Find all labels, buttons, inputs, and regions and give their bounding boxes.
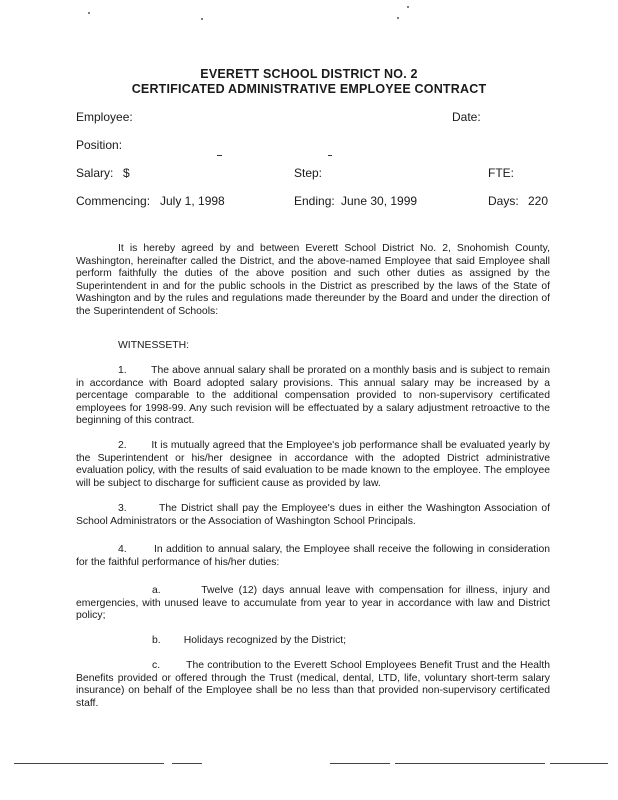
commencing-label: Commencing: [76,194,151,208]
witnesseth-heading: WITNESSETH: [118,340,190,351]
clause-4b: b. Holidays recognized by the District; [152,635,347,646]
clause-4c: c. The contribution to the Everett School Employees Benefit Trust and the Health Benefits provided or offered through the Trust (medical, dental, LTD, life, voluntary short-term salary insurance) on behalf of the Employee shall be no less than that provided non-supervisory certificated staff. [76,660,550,709]
employee-label: Employee: [76,110,133,124]
scan-speck [407,6,409,8]
ending-value: June 30, 1999 [341,194,418,208]
clause-3: 3. The District shall pay the Employee's dues in either the Washington Association of School Administrators or the Association of Washington School Principals. [76,503,550,527]
clause-4: 4. In addition to annual salary, the Employee shall receive the following in consideration for the faithful performance of his/her duties: [76,544,550,568]
document-title-line-2: CERTIFICATED ADMINISTRATIVE EMPLOYEE CONTRACT [131,82,487,96]
scan-rule [395,763,545,764]
clause-4a: a. Twelve (12) days annual leave with compensation for illness, injury and emergencies, with unused leave to accumulate from year to year in accordance with law and District policy; [76,585,550,622]
intro-paragraph: It is hereby agreed by and between Everett School District No. 2, Snohomish County, Washington, hereinafter called the District, and the above-named Employee that said Employee shall perform faithfully the duties of the above position and such other duties as assigned by the Superintendent in and for the public schools in the District as prescribed by the laws of the State of Washington and by the rules and regulations made thereunder by the Board and under the direction of the Superintendent of Schools: [76,243,550,317]
scan-speck [397,17,399,19]
salary-value: $ [123,166,130,180]
days-value: 220 [528,194,549,208]
position-label: Position: [76,138,123,152]
scan-rule [172,763,202,764]
step-label: Step: [294,166,323,180]
document-title-line-1: EVERETT SCHOOL DISTRICT NO. 2 [200,67,418,81]
clause-1: 1. The above annual salary shall be prorated on a monthly basis and is subject to remain in accordance with Board adopted salary provisions. This annual salary may be increased by a percentage comparable to the additional compensation provided to non-supervisory certificated employees for 1998-99. Any such revision will be effectuated by a salary adjustment retroactive to the beginning of this contract. [76,365,550,427]
scan-speck [88,12,90,14]
scan-rule [330,763,390,764]
scan-rule [14,763,164,764]
ending-label: Ending: [294,194,335,208]
date-label: Date: [452,110,481,124]
salary-label: Salary: [76,166,114,180]
scan-mark [328,155,332,156]
scan-speck [201,18,203,20]
scan-mark [217,155,222,156]
days-label: Days: [488,194,519,208]
clause-2: 2. It is mutually agreed that the Employee's job performance shall be evaluated yearly by the Superintendent or his/her designee in accordance with the adopted District administrative evaluation policy, with the results of said evaluation to be made known to the employee. The employee will be subject to discharge for sufficient cause as provided by law. [76,440,550,489]
commencing-value: July 1, 1998 [160,194,225,208]
scan-rule [550,763,608,764]
fte-label: FTE: [488,166,514,180]
